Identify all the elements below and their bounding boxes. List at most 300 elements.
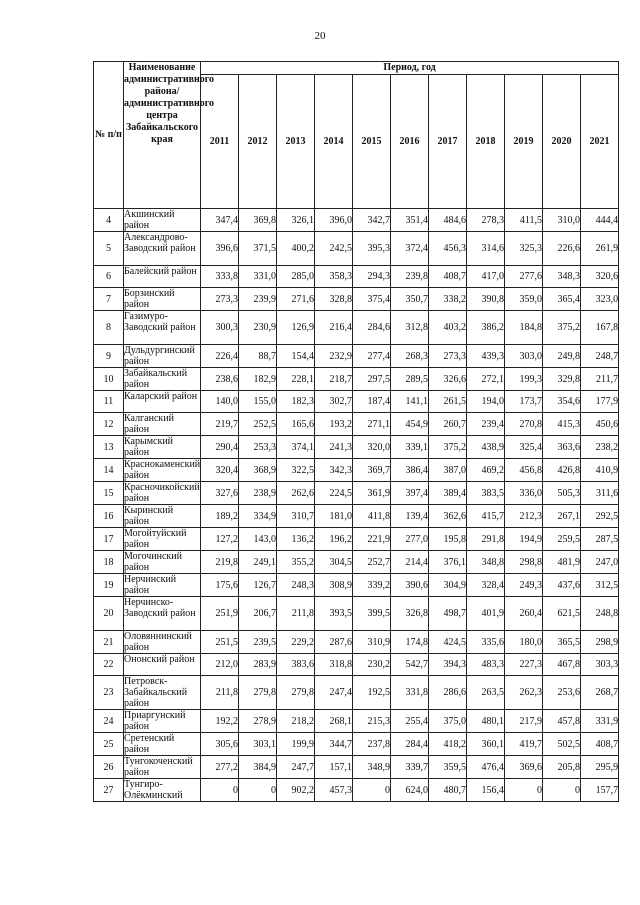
value-cell: 248,8 (581, 597, 619, 631)
value-cell: 239,5 (239, 631, 277, 654)
value-cell: 261,5 (429, 391, 467, 413)
value-cell: 310,0 (543, 209, 581, 232)
table-row (94, 710, 619, 733)
value-cell: 0 (239, 779, 277, 802)
value-cell: 419,7 (505, 733, 543, 756)
district-name: Тунгиро-Олёкминский (124, 779, 201, 802)
row-number: 26 (94, 756, 124, 779)
value-cell: 408,7 (581, 733, 619, 756)
column-header-year: 2017 (429, 75, 467, 209)
table-row (94, 368, 619, 391)
value-cell: 0 (505, 779, 543, 802)
value-cell: 251,5 (201, 631, 239, 654)
value-cell: 0 (543, 779, 581, 802)
district-name: Карымский район (124, 436, 201, 459)
value-cell: 333,8 (201, 266, 239, 288)
value-cell: 325,4 (505, 436, 543, 459)
table-row (94, 505, 619, 528)
row-number: 10 (94, 368, 124, 391)
value-cell: 251,9 (201, 597, 239, 631)
value-cell: 424,5 (429, 631, 467, 654)
table-row (94, 631, 619, 654)
value-cell: 205,8 (543, 756, 581, 779)
table-row (94, 574, 619, 597)
column-header-year: 2019 (505, 75, 543, 209)
value-cell: 253,6 (543, 676, 581, 710)
value-cell: 219,8 (201, 551, 239, 574)
value-cell: 320,0 (353, 436, 391, 459)
table-row (94, 232, 619, 266)
value-cell: 410,9 (581, 459, 619, 482)
value-cell: 359,5 (429, 756, 467, 779)
table-row (94, 482, 619, 505)
value-cell: 206,7 (239, 597, 277, 631)
value-cell: 439,3 (467, 345, 505, 368)
value-cell: 304,9 (429, 574, 467, 597)
table-row (94, 311, 619, 345)
column-header-year: 2011 (201, 75, 239, 209)
value-cell: 390,8 (467, 288, 505, 311)
value-cell: 302,7 (315, 391, 353, 413)
value-cell: 397,4 (391, 482, 429, 505)
value-cell: 342,7 (353, 209, 391, 232)
value-cell: 480,7 (429, 779, 467, 802)
value-cell: 355,2 (277, 551, 315, 574)
value-cell: 127,2 (201, 528, 239, 551)
value-cell: 218,7 (315, 368, 353, 391)
value-cell: 298,9 (581, 631, 619, 654)
value-cell: 277,6 (505, 266, 543, 288)
value-cell: 268,3 (391, 345, 429, 368)
district-name: Каларский район (124, 391, 201, 413)
value-cell: 271,1 (353, 413, 391, 436)
value-cell: 438,9 (467, 436, 505, 459)
value-cell: 303,3 (581, 654, 619, 676)
table-row (94, 597, 619, 631)
value-cell: 502,5 (543, 733, 581, 756)
table-row (94, 436, 619, 459)
value-cell: 283,9 (239, 654, 277, 676)
value-cell: 348,3 (543, 266, 581, 288)
value-cell: 408,7 (429, 266, 467, 288)
value-cell: 325,3 (505, 232, 543, 266)
value-cell: 294,3 (353, 266, 391, 288)
value-cell: 347,4 (201, 209, 239, 232)
value-cell: 469,2 (467, 459, 505, 482)
value-cell: 268,1 (315, 710, 353, 733)
value-cell: 238,6 (201, 368, 239, 391)
value-cell: 227,3 (505, 654, 543, 676)
value-cell: 339,7 (391, 756, 429, 779)
value-cell: 331,8 (391, 676, 429, 710)
value-cell: 354,6 (543, 391, 581, 413)
value-cell: 326,8 (391, 597, 429, 631)
column-header-year: 2014 (315, 75, 353, 209)
value-cell: 215,3 (353, 710, 391, 733)
table-row (94, 345, 619, 368)
value-cell: 224,5 (315, 482, 353, 505)
value-cell: 247,7 (277, 756, 315, 779)
value-cell: 249,8 (543, 345, 581, 368)
value-cell: 417,0 (467, 266, 505, 288)
value-cell: 320,4 (201, 459, 239, 482)
column-header-year: 2012 (239, 75, 277, 209)
value-cell: 375,4 (353, 288, 391, 311)
value-cell: 126,9 (277, 311, 315, 345)
value-cell: 229,2 (277, 631, 315, 654)
value-cell: 387,0 (429, 459, 467, 482)
data-table (93, 61, 619, 802)
value-cell: 238,9 (239, 482, 277, 505)
value-cell: 323,0 (581, 288, 619, 311)
row-number: 18 (94, 551, 124, 574)
value-cell: 219,7 (201, 413, 239, 436)
district-name: Ононский район (124, 654, 201, 676)
district-name: Петровск-Забайкальский район (124, 676, 201, 710)
value-cell: 230,9 (239, 311, 277, 345)
value-cell: 154,4 (277, 345, 315, 368)
value-cell: 189,2 (201, 505, 239, 528)
value-cell: 255,4 (391, 710, 429, 733)
value-cell: 143,0 (239, 528, 277, 551)
value-cell: 542,7 (391, 654, 429, 676)
value-cell: 326,6 (429, 368, 467, 391)
value-cell: 252,7 (353, 551, 391, 574)
row-number: 22 (94, 654, 124, 676)
district-name: Забайкальский район (124, 368, 201, 391)
value-cell: 248,3 (277, 574, 315, 597)
value-cell: 194,0 (467, 391, 505, 413)
value-cell: 329,8 (543, 368, 581, 391)
value-cell: 476,4 (467, 756, 505, 779)
value-cell: 193,2 (315, 413, 353, 436)
value-cell: 199,9 (277, 733, 315, 756)
value-cell: 303,0 (505, 345, 543, 368)
value-cell: 271,6 (277, 288, 315, 311)
value-cell: 902,2 (277, 779, 315, 802)
column-header-year: 2020 (543, 75, 581, 209)
value-cell: 437,6 (543, 574, 581, 597)
column-header-year: 2021 (581, 75, 619, 209)
value-cell: 365,5 (543, 631, 581, 654)
value-cell: 297,5 (353, 368, 391, 391)
value-cell: 0 (353, 779, 391, 802)
row-number: 15 (94, 482, 124, 505)
value-cell: 226,6 (543, 232, 581, 266)
value-cell: 363,6 (543, 436, 581, 459)
value-cell: 336,0 (505, 482, 543, 505)
value-cell: 284,4 (391, 733, 429, 756)
value-cell: 372,4 (391, 232, 429, 266)
value-cell: 444,4 (581, 209, 619, 232)
page-number: 20 (314, 30, 326, 42)
district-name: Нерчинский район (124, 574, 201, 597)
value-cell: 624,0 (391, 779, 429, 802)
value-cell: 157,1 (315, 756, 353, 779)
value-cell: 369,7 (353, 459, 391, 482)
district-name: Газимуро-Заводский район (124, 311, 201, 345)
table-row (94, 459, 619, 482)
value-cell: 218,2 (277, 710, 315, 733)
value-cell: 0 (201, 779, 239, 802)
value-cell: 277,2 (201, 756, 239, 779)
value-cell: 157,7 (581, 779, 619, 802)
value-cell: 457,8 (543, 710, 581, 733)
value-cell: 456,3 (429, 232, 467, 266)
value-cell: 403,2 (429, 311, 467, 345)
value-cell: 400,2 (277, 232, 315, 266)
value-cell: 136,2 (277, 528, 315, 551)
value-cell: 467,8 (543, 654, 581, 676)
value-cell: 369,6 (505, 756, 543, 779)
value-cell: 279,8 (277, 676, 315, 710)
value-cell: 456,8 (505, 459, 543, 482)
value-cell: 450,6 (581, 413, 619, 436)
column-header-year: 2018 (467, 75, 505, 209)
value-cell: 393,5 (315, 597, 353, 631)
value-cell: 277,0 (391, 528, 429, 551)
value-cell: 483,3 (467, 654, 505, 676)
column-header-period: Период, год (201, 62, 619, 75)
district-name: Оловяннинский район (124, 631, 201, 654)
row-number: 27 (94, 779, 124, 802)
value-cell: 212,3 (505, 505, 543, 528)
value-cell: 310,9 (353, 631, 391, 654)
value-cell: 260,7 (429, 413, 467, 436)
value-cell: 375,0 (429, 710, 467, 733)
value-cell: 192,2 (201, 710, 239, 733)
value-cell: 141,1 (391, 391, 429, 413)
value-cell: 300,3 (201, 311, 239, 345)
value-cell: 399,5 (353, 597, 391, 631)
value-cell: 194,9 (505, 528, 543, 551)
column-header-year: 2016 (391, 75, 429, 209)
value-cell: 126,7 (239, 574, 277, 597)
column-header-year: 2013 (277, 75, 315, 209)
value-cell: 187,4 (353, 391, 391, 413)
table-row (94, 676, 619, 710)
district-name: Акшинский район (124, 209, 201, 232)
table-row (94, 733, 619, 756)
value-cell: 268,7 (581, 676, 619, 710)
value-cell: 249,3 (505, 574, 543, 597)
value-cell: 237,8 (353, 733, 391, 756)
value-cell: 389,4 (429, 482, 467, 505)
row-number: 19 (94, 574, 124, 597)
value-cell: 362,6 (429, 505, 467, 528)
value-cell: 384,9 (239, 756, 277, 779)
value-cell: 415,7 (467, 505, 505, 528)
value-cell: 298,8 (505, 551, 543, 574)
value-cell: 260,4 (505, 597, 543, 631)
value-cell: 181,0 (315, 505, 353, 528)
value-cell: 291,8 (467, 528, 505, 551)
value-cell: 328,4 (467, 574, 505, 597)
value-cell: 287,5 (581, 528, 619, 551)
value-cell: 295,9 (581, 756, 619, 779)
row-number: 17 (94, 528, 124, 551)
value-cell: 334,9 (239, 505, 277, 528)
value-cell: 383,6 (277, 654, 315, 676)
value-cell: 272,1 (467, 368, 505, 391)
value-cell: 216,4 (315, 311, 353, 345)
value-cell: 230,2 (353, 654, 391, 676)
value-cell: 253,3 (239, 436, 277, 459)
value-cell: 182,9 (239, 368, 277, 391)
row-number: 24 (94, 710, 124, 733)
district-name: Борзинский район (124, 288, 201, 311)
value-cell: 192,5 (353, 676, 391, 710)
row-number: 4 (94, 209, 124, 232)
value-cell: 155,0 (239, 391, 277, 413)
value-cell: 386,4 (391, 459, 429, 482)
value-cell: 308,9 (315, 574, 353, 597)
value-cell: 375,2 (543, 311, 581, 345)
value-cell: 278,3 (467, 209, 505, 232)
table-row (94, 209, 619, 232)
value-cell: 371,5 (239, 232, 277, 266)
value-cell: 311,6 (581, 482, 619, 505)
value-cell: 273,3 (201, 288, 239, 311)
value-cell: 267,1 (543, 505, 581, 528)
value-cell: 156,4 (467, 779, 505, 802)
value-cell: 196,2 (315, 528, 353, 551)
value-cell: 344,7 (315, 733, 353, 756)
table-row (94, 288, 619, 311)
value-cell: 174,8 (391, 631, 429, 654)
value-cell: 290,4 (201, 436, 239, 459)
value-cell: 262,6 (277, 482, 315, 505)
value-cell: 339,2 (353, 574, 391, 597)
row-number: 9 (94, 345, 124, 368)
value-cell: 314,6 (467, 232, 505, 266)
value-cell: 396,0 (315, 209, 353, 232)
value-cell: 376,1 (429, 551, 467, 574)
value-cell: 454,9 (391, 413, 429, 436)
value-cell: 259,5 (543, 528, 581, 551)
row-number: 7 (94, 288, 124, 311)
column-header-year: 2015 (353, 75, 391, 209)
value-cell: 279,8 (239, 676, 277, 710)
value-cell: 348,8 (467, 551, 505, 574)
value-cell: 304,5 (315, 551, 353, 574)
value-cell: 247,4 (315, 676, 353, 710)
row-number: 16 (94, 505, 124, 528)
value-cell: 248,7 (581, 345, 619, 368)
value-cell: 312,8 (391, 311, 429, 345)
district-name: Балейский район (124, 266, 201, 288)
value-cell: 318,8 (315, 654, 353, 676)
value-cell: 365,4 (543, 288, 581, 311)
value-cell: 374,1 (277, 436, 315, 459)
value-cell: 305,6 (201, 733, 239, 756)
value-cell: 239,9 (239, 288, 277, 311)
table-body (94, 209, 619, 802)
value-cell: 418,2 (429, 733, 467, 756)
value-cell: 167,8 (581, 311, 619, 345)
value-cell: 331,0 (239, 266, 277, 288)
value-cell: 217,9 (505, 710, 543, 733)
table-row (94, 756, 619, 779)
value-cell: 184,8 (505, 311, 543, 345)
value-cell: 278,9 (239, 710, 277, 733)
value-cell: 312,5 (581, 574, 619, 597)
value-cell: 310,7 (277, 505, 315, 528)
district-name: Кыринский район (124, 505, 201, 528)
value-cell: 338,2 (429, 288, 467, 311)
value-cell: 262,3 (505, 676, 543, 710)
table-row (94, 528, 619, 551)
table-row (94, 391, 619, 413)
value-cell: 395,3 (353, 232, 391, 266)
value-cell: 139,4 (391, 505, 429, 528)
row-number: 8 (94, 311, 124, 345)
value-cell: 481,9 (543, 551, 581, 574)
value-cell: 286,6 (429, 676, 467, 710)
district-name: Красночикойский район (124, 482, 200, 504)
table-row (94, 413, 619, 436)
value-cell: 242,5 (315, 232, 353, 266)
value-cell: 273,3 (429, 345, 467, 368)
value-cell: 263,5 (467, 676, 505, 710)
value-cell: 320,6 (581, 266, 619, 288)
value-cell: 277,4 (353, 345, 391, 368)
value-cell: 252,5 (239, 413, 277, 436)
value-cell: 322,5 (277, 459, 315, 482)
value-cell: 214,4 (391, 551, 429, 574)
table-row (94, 551, 619, 574)
value-cell: 165,6 (277, 413, 315, 436)
value-cell: 175,6 (201, 574, 239, 597)
value-cell: 339,1 (391, 436, 429, 459)
row-number: 25 (94, 733, 124, 756)
value-cell: 358,3 (315, 266, 353, 288)
value-cell: 396,6 (201, 232, 239, 266)
row-number: 21 (94, 631, 124, 654)
value-cell: 351,4 (391, 209, 429, 232)
value-cell: 386,2 (467, 311, 505, 345)
column-header-number: № п/п (94, 62, 124, 209)
row-number: 23 (94, 676, 124, 710)
value-cell: 285,0 (277, 266, 315, 288)
value-cell: 328,8 (315, 288, 353, 311)
value-cell: 484,6 (429, 209, 467, 232)
header-row-period (94, 62, 619, 75)
value-cell: 239,4 (467, 413, 505, 436)
district-name: Приаргунский район (124, 710, 201, 733)
value-cell: 249,1 (239, 551, 277, 574)
table-row (94, 654, 619, 676)
value-cell: 335,6 (467, 631, 505, 654)
value-cell: 505,3 (543, 482, 581, 505)
row-number: 5 (94, 232, 124, 266)
value-cell: 140,0 (201, 391, 239, 413)
district-name: Могойтуйский район (124, 528, 201, 551)
row-number: 14 (94, 459, 124, 482)
district-name: Краснокаменский район (124, 459, 201, 481)
row-number: 11 (94, 391, 124, 413)
value-cell: 426,8 (543, 459, 581, 482)
value-cell: 480,1 (467, 710, 505, 733)
value-cell: 411,5 (505, 209, 543, 232)
value-cell: 390,6 (391, 574, 429, 597)
value-cell: 289,5 (391, 368, 429, 391)
value-cell: 195,8 (429, 528, 467, 551)
value-cell: 457,3 (315, 779, 353, 802)
value-cell: 221,9 (353, 528, 391, 551)
value-cell: 621,5 (543, 597, 581, 631)
value-cell: 350,7 (391, 288, 429, 311)
